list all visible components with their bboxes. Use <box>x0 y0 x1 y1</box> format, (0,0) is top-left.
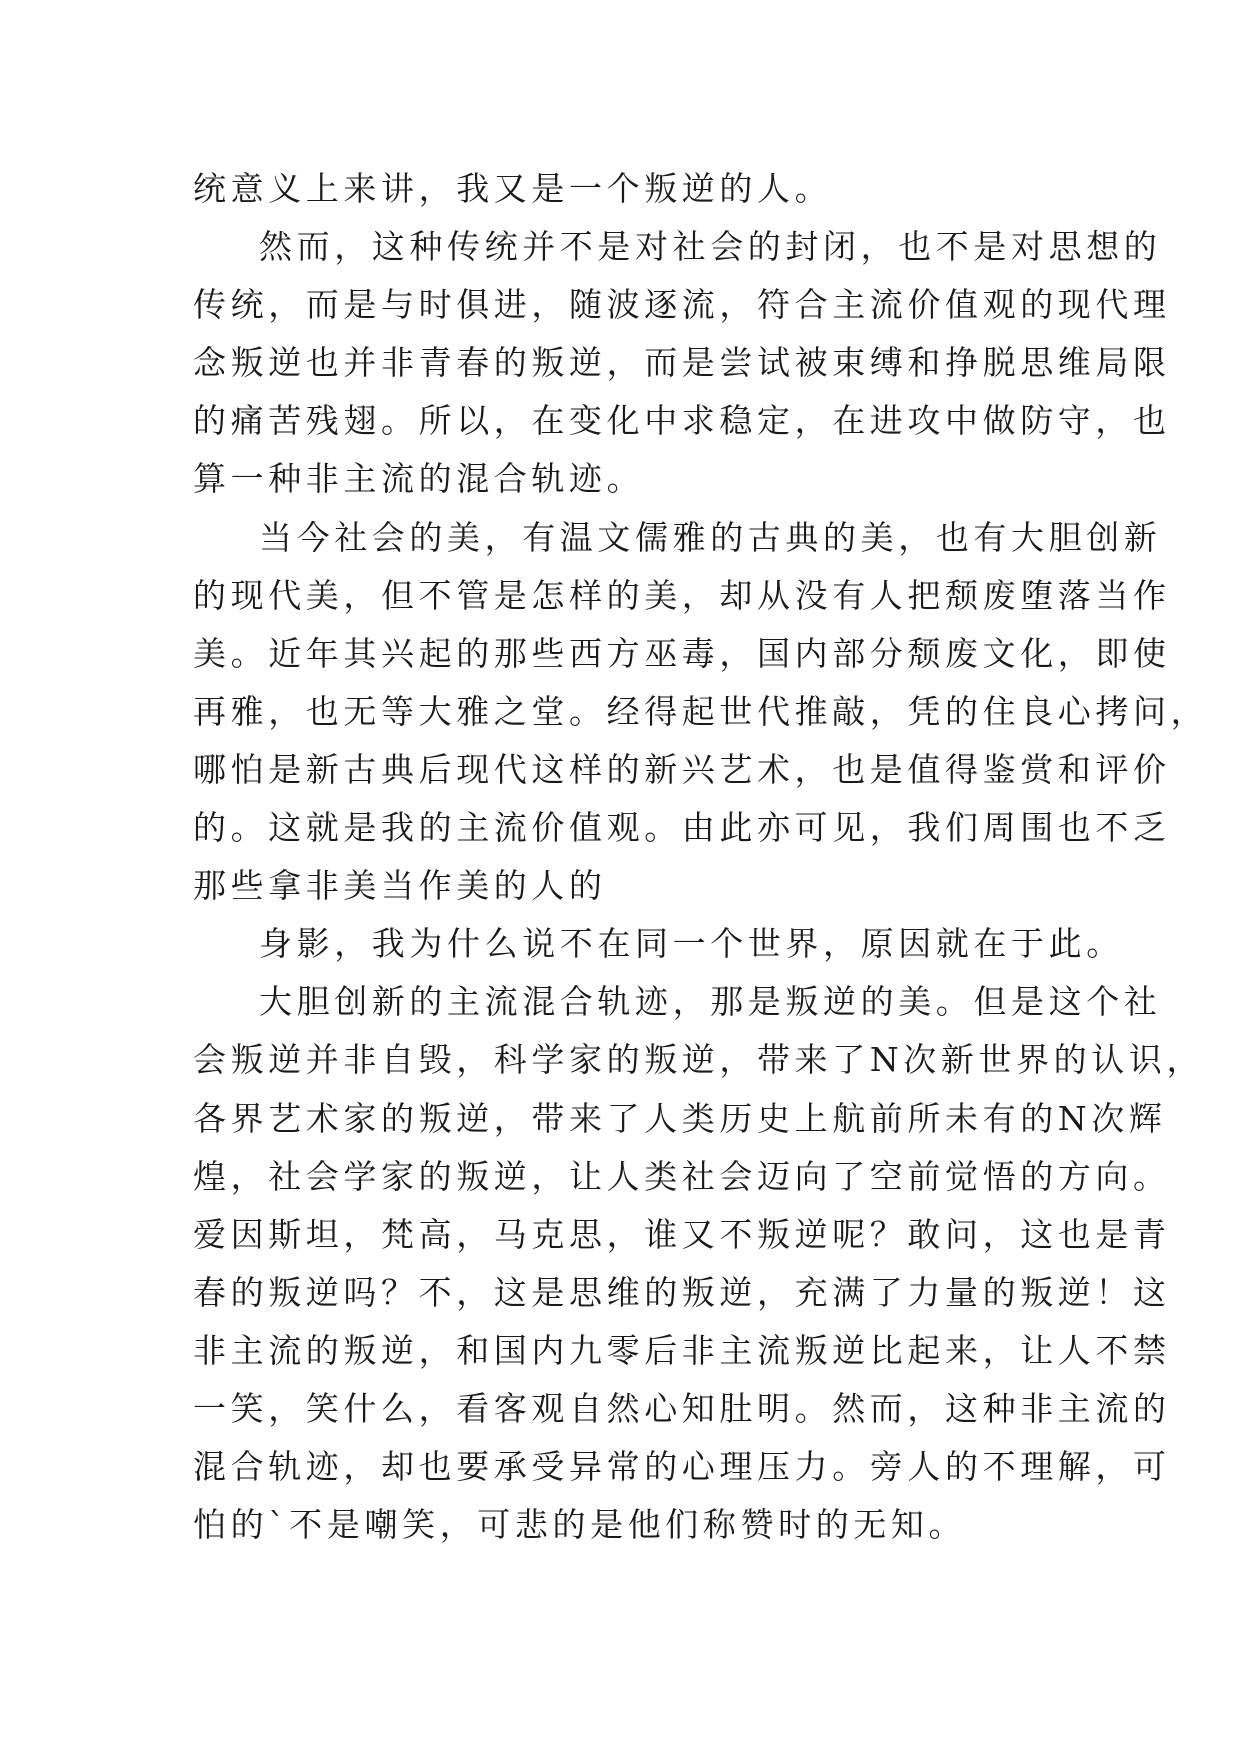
text-line: 统意义上来讲，我又是一个叛逆的人。 <box>193 169 833 208</box>
text-line: 哪怕是新古典后现代这样的新兴艺术，也是值得鉴赏和评价 <box>193 749 1171 789</box>
text-line: 一笑，笑什么，看客观自然心知肚明。然而，这种非主流的 <box>193 1388 1171 1428</box>
text-line: 大胆创新的主流混合轨迹，那是叛逆的美。但是这个社 <box>259 982 1162 1022</box>
text-line: 非主流的叛逆，和国内九零后非主流叛逆比起来，让人不禁 <box>193 1330 1171 1370</box>
text-line: 会叛逆并非自毁，科学家的叛逆，带来了N次新世界的认识， <box>193 1040 1205 1080</box>
text-line: 怕的`不是嘲笑，可悲的是他们称赞时的无知。 <box>193 1505 967 1545</box>
text-line: 的现代美，但不管是怎样的美，却从没有人把颓废堕落当作 <box>193 575 1171 615</box>
text-line: 煌，社会学家的叛逆，让人类社会迈向了空前觉悟的方向。 <box>193 1156 1171 1196</box>
text-line: 再雅，也无等大雅之堂。经得起世代推敲，凭的住良心拷问， <box>193 691 1209 731</box>
text-line: 美。近年其兴起的那些西方巫毒，国内部分颓废文化，即使 <box>193 633 1171 673</box>
text-line: 念叛逆也并非青春的叛逆，而是尝试被束缚和挣脱思维局限 <box>193 343 1171 383</box>
text-line: 算一种非主流的混合轨迹。 <box>193 459 645 499</box>
text-line: 春的叛逆吗？不，这是思维的叛逆，充满了力量的叛逆！这 <box>193 1272 1171 1312</box>
text-line: 各界艺术家的叛逆，带来了人类历史上航前所未有的N次辉 <box>193 1098 1167 1138</box>
body-text <box>193 160 1209 1554</box>
text-line: 混合轨迹，却也要承受异常的心理压力。旁人的不理解，可 <box>193 1447 1171 1487</box>
text-line: 身影，我为什么说不在同一个世界，原因就在于此。 <box>259 924 1124 964</box>
text-line: 当今社会的美，有温文儒雅的古典的美，也有大胆创新 <box>259 517 1162 557</box>
text-line: 然而，这种传统并不是对社会的封闭，也不是对思想的 <box>259 227 1162 267</box>
text-line: 那些拿非美当作美的人的 <box>193 866 607 906</box>
text-line: 爱因斯坦，梵高，马克思，谁又不叛逆呢？敢问，这也是青 <box>193 1214 1171 1254</box>
text-line: 的痛苦残翅。所以，在变化中求稳定，在进攻中做防守，也 <box>193 401 1171 441</box>
text-line: 的。这就是我的主流价值观。由此亦可见，我们周围也不乏 <box>193 808 1171 848</box>
text-line: 传统，而是与时俱进，随波逐流，符合主流价值观的现代理 <box>193 285 1171 325</box>
